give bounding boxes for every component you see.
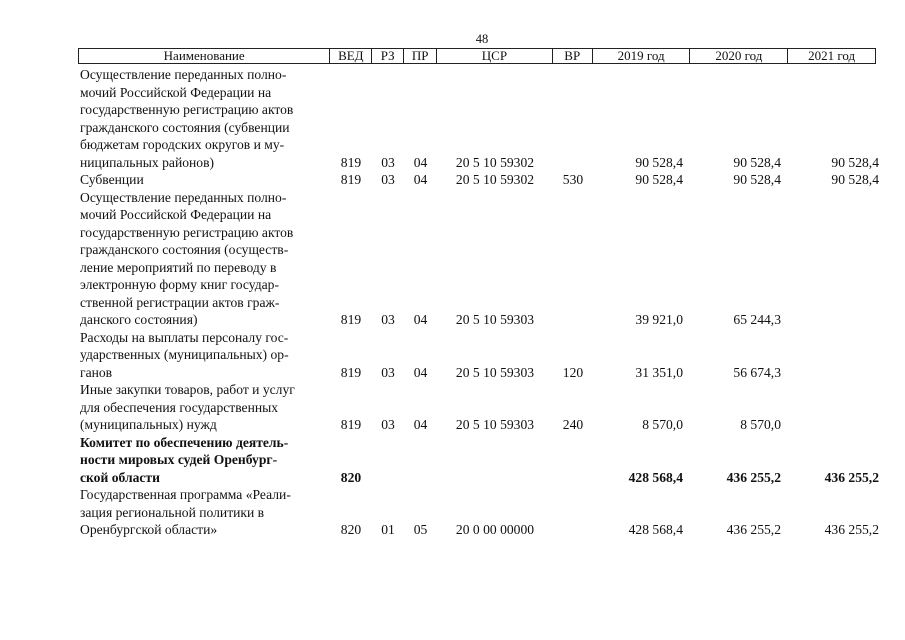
header-year-2021: 2021 год xyxy=(808,49,856,63)
row-ved: 819 xyxy=(340,154,362,170)
row-csr: 20 5 10 59303 xyxy=(455,364,535,380)
header-ved: ВЕД xyxy=(330,49,372,63)
row-rz: 03 xyxy=(381,364,395,380)
row-2020: 436 255,2 xyxy=(726,522,781,537)
header-rz: РЗ xyxy=(372,49,404,63)
row-2021: 90 528,4 xyxy=(831,154,879,170)
row-2020: 8 570,0 xyxy=(740,417,781,432)
table-row xyxy=(80,381,890,434)
row-csr: 20 5 10 59302 xyxy=(455,154,535,170)
row-ved: 820 xyxy=(340,522,362,537)
row-2020: 90 528,4 xyxy=(733,154,781,170)
row-name: Осуществление переданных полно- мочий Российской Федерации на государственную регистрацию актов гражданского состояния (субвенции бюджетам городских округов и му- ниципальных районов) xyxy=(80,67,294,170)
row-csr: 20 5 10 59302 xyxy=(455,172,535,187)
table-row-section-total xyxy=(80,434,890,487)
row-2021: 436 255,2 xyxy=(824,469,879,485)
row-2019: 39 921,0 xyxy=(635,312,683,327)
row-rz: 03 xyxy=(381,417,395,432)
row-pr: 05 xyxy=(413,522,428,537)
row-2019: 428 568,4 xyxy=(628,469,683,485)
header-name: Наименование xyxy=(79,49,330,63)
row-2019: 8 570,0 xyxy=(642,417,683,432)
row-2019: 90 528,4 xyxy=(635,154,683,170)
row-name: Расходы на выплаты персоналу гос- ударственных (муниципальных) ор- ганов xyxy=(80,329,289,380)
header-year-2020: 2020 год xyxy=(690,49,788,63)
row-ved: 819 xyxy=(340,364,362,380)
header-vr: ВР xyxy=(553,49,593,63)
row-vr: 120 xyxy=(562,364,584,380)
row-pr: 04 xyxy=(413,154,428,170)
table-body xyxy=(80,66,890,539)
row-pr: 04 xyxy=(413,417,428,432)
row-name: Иные закупки товаров, работ и услуг для обеспечения государственных (муниципальных) нужд xyxy=(80,382,295,432)
row-csr: 20 0 00 00000 xyxy=(455,522,535,537)
row-csr: 20 5 10 59303 xyxy=(455,417,535,432)
row-name: Субвенции xyxy=(80,172,144,187)
row-2020: 90 528,4 xyxy=(733,172,781,187)
row-2021: 436 255,2 xyxy=(824,522,879,537)
page-number: 48 xyxy=(475,32,489,46)
row-rz: 03 xyxy=(381,154,395,170)
row-pr: 04 xyxy=(413,172,428,187)
row-ved: 819 xyxy=(340,417,362,432)
row-2020: 56 674,3 xyxy=(733,364,781,380)
table-row xyxy=(80,66,890,171)
table-row xyxy=(80,171,890,189)
row-name: Осуществление переданных полно- мочий Российской Федерации на государственную регистрацию актов гражданского состояния (осуществ- ление мероприятий по переводу в электронную форму книг государ- ственной регистрации актов граж- данского состояния) xyxy=(80,189,294,327)
row-2021: 90 528,4 xyxy=(831,172,879,187)
row-pr: 04 xyxy=(413,312,428,327)
row-pr: 04 xyxy=(413,364,428,380)
row-ved: 819 xyxy=(340,172,362,187)
row-2020: 65 244,3 xyxy=(733,312,781,327)
row-2019: 31 351,0 xyxy=(635,364,683,380)
row-rz: 01 xyxy=(381,522,395,537)
row-rz: 03 xyxy=(381,172,395,187)
row-2019: 90 528,4 xyxy=(635,172,683,187)
header-csr: ЦСР xyxy=(437,49,553,63)
table-row xyxy=(80,486,890,539)
row-2020: 436 255,2 xyxy=(726,469,781,485)
table-row xyxy=(80,189,890,329)
row-name: Государственная программа «Реали- зация региональной политики в Оренбургской области» xyxy=(80,487,291,537)
row-name: Комитет по обеспечению деятель- ности мировых судей Оренбург- ской области xyxy=(80,434,289,485)
row-ved: 820 xyxy=(340,469,362,485)
table-header xyxy=(78,48,876,64)
header-year-2019: 2019 год xyxy=(593,49,691,63)
table-row xyxy=(80,329,890,382)
row-2019: 428 568,4 xyxy=(628,522,683,537)
row-vr: 240 xyxy=(562,417,584,432)
row-ved: 819 xyxy=(340,312,362,327)
row-csr: 20 5 10 59303 xyxy=(455,312,535,327)
header-pr: ПР xyxy=(404,49,437,63)
row-rz: 03 xyxy=(381,312,395,327)
row-vr: 530 xyxy=(562,172,584,187)
